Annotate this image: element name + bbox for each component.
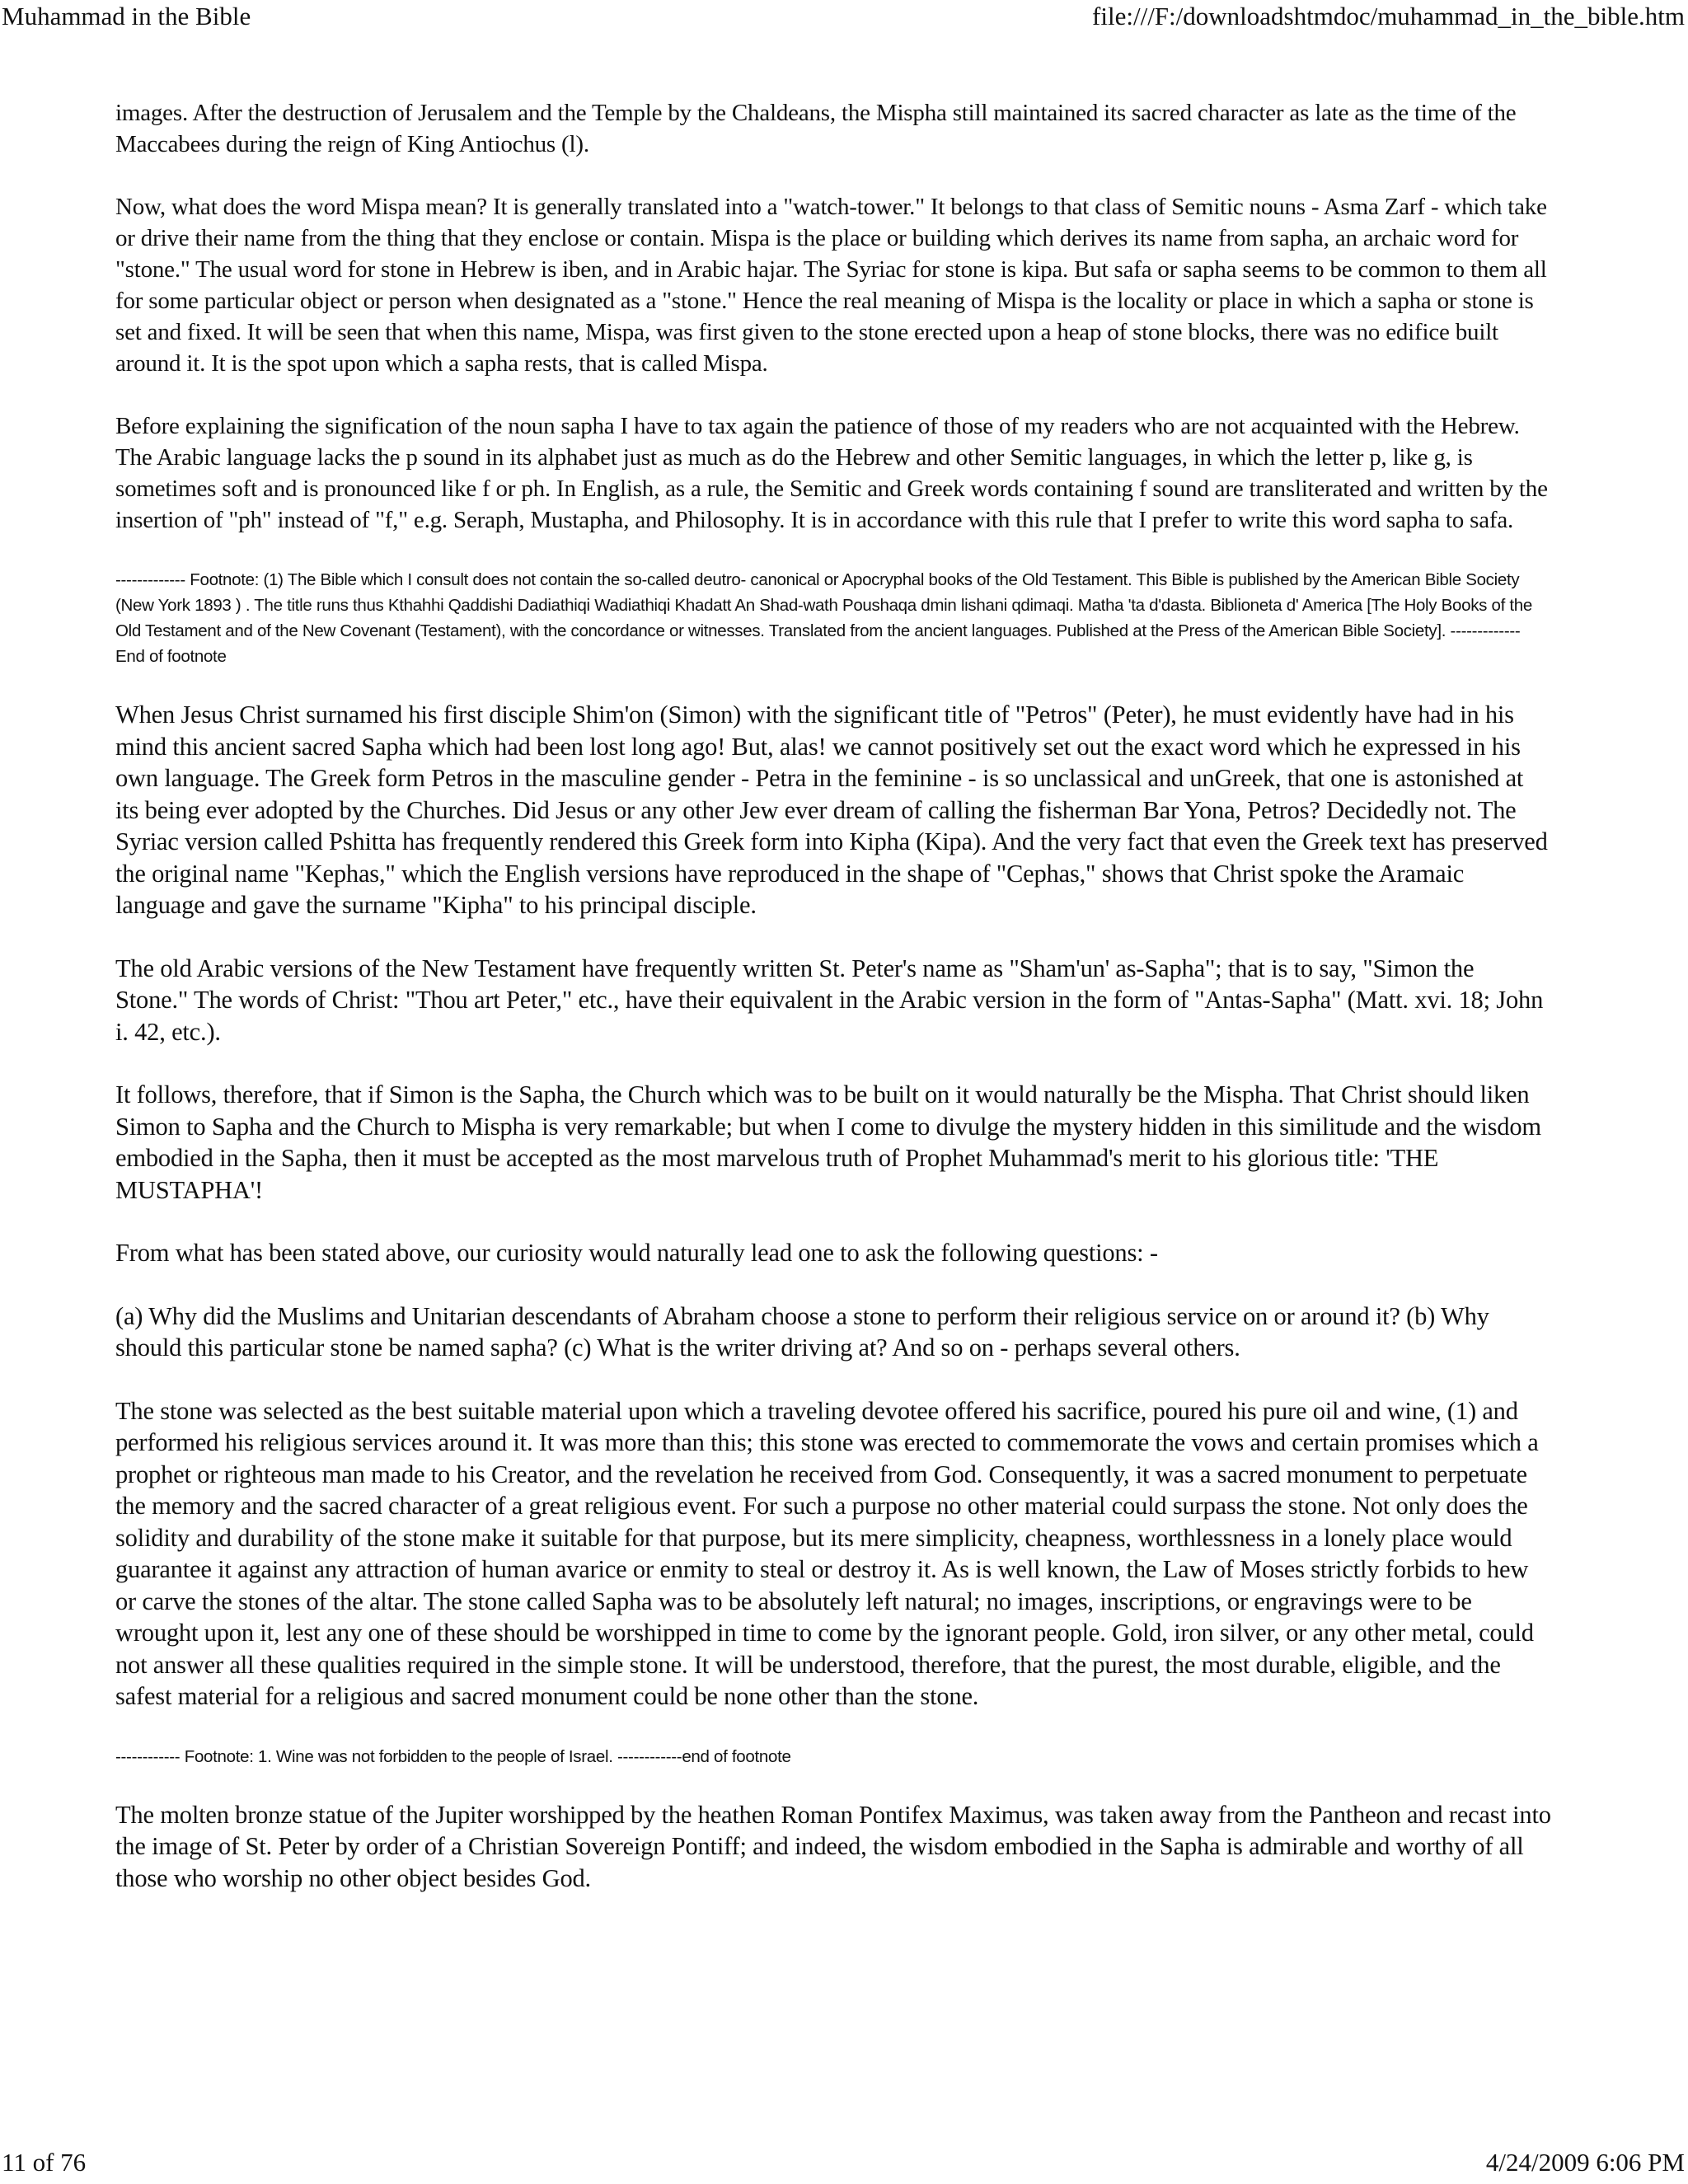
footnote: ------------ Footnote: 1. Wine was not forbidden to the people of Israel. ------------end of footnote — [115, 1746, 791, 1766]
paragraph: Now, what does the word Mispa mean? It is generally translated into a "watch-tower." It belongs to that class of Semitic nouns - Asma Zarf - which take or drive their name from the thing that they enclose or contain. Mispa is the place or building which derives its name from sapha, an archaic word for "stone." The usual word for stone in Hebrew is iben, and in Arabic hajar. The Syriac for stone is kipa. But safa or sapha seems to be common to them all for some particular object or person when designated as a "stone." Hence the real meaning of Mispa is the locality or place in which a sapha or stone is set and fixed. It will be seen that when this name, Mispa, was first given to the stone erected upon a heap of stone blocks, there was no edifice built around it. It is the spot upon which a sapha rests, that is called Mispa. — [115, 194, 1547, 377]
print-header — [0, 0, 1688, 41]
document-url: file:///F:/downloadshtmdoc/muhammad_in_the_bible.htm — [1092, 2, 1685, 30]
footnote: ------------- Footnote: (1) The Bible which I consult does not contain the so-called deutro- canonical or Apocryphal books of the Old Testament. This Bible is published by the American Bible Society (New York 1893 ) . The title runs thus Kthahhi Qaddishi Dadiathiqi Wadiathiqi Khadatt An Shad-wath Poushaqa dmin lishani qdimaqi. Matha 'ta d'dasta. Biblioneta d' America [The Holy Books of the Old Testament and of the New Covenant (Testament), with the concordance or witnesses. Translated from the ancient languages. Published at the Press of the American Bible Society]. ------------- End of footnote — [115, 570, 1533, 666]
print-datetime: 4/24/2009 6:06 PM — [1485, 2148, 1685, 2177]
paragraph: The old Arabic versions of the New Testament have frequently written St. Peter's name as "Sham'un' as-Sapha"; that is to say, "Simon the Stone." The words of Christ: "Thou art Peter," etc., have their equivalent in the Arabic version in the form of "Antas-Sapha" (Matt. xvi. 18; John i. 42, etc.). — [115, 954, 1544, 1046]
paragraph: When Jesus Christ surnamed his first disciple Shim'on (Simon) with the significant title of "Petros" (Peter), he must evidently have had in his mind this ancient sacred Sapha which had been lost long ago! But, alas! we cannot positively set out the exact word which he expressed in his own language. The Greek form Petros in the masculine gender - Petra in the feminine - is so unclassical and unGreek, that one is astonished at its being ever adopted by the Churches. Did Jesus or any other Jew ever dream of calling the fisherman Bar Yona, Petros? Decidedly not. The Syriac version called Pshitta has frequently rendered this Greek form into Kipha (Kipa). And the very fact that even the Greek text has preserved the original name "Kephas," which the English versions have reproduced in the shape of "Cephas," shows that Christ spoke the Aramaic language and gave the surname "Kipha" to his principal disciple. — [115, 701, 1548, 919]
paragraph: images. After the destruction of Jerusalem and the Temple by the Chaldeans, the Mispha still maintained its sacred character as late as the time of the Maccabees during the reign of King Antiochus (l). — [115, 100, 1517, 157]
paragraph: (a) Why did the Muslims and Unitarian descendants of Abraham choose a stone to perform their religious service on or around it? (b) Why should this particular stone be named sapha? (c) What is the writer driving at? And so on - perhaps several others. — [115, 1301, 1489, 1361]
paragraph: The molten bronze statue of the Jupiter worshipped by the heathen Roman Pontifex Maximus, was taken away from the Pantheon and recast into the image of St. Peter by order of a Christian Sovereign Pontiff; and indeed, the wisdom embodied in the Sapha is admirable and worthy of all those who worship no other object besides God. — [115, 1800, 1551, 1892]
paragraph: The stone was selected as the best suitable material upon which a traveling devotee offered his sacrifice, poured his pure oil and wine, (1) and performed his religious services around it. It was more than this; this stone was erected to commemorate the vows and certain promises which a prophet or righteous man made to his Creator, and the revelation he received from God. Consequently, it was a sacred monument to perpetuate the memory and the sacred character of a great religious event. For such a purpose no other material could surpass the stone. Not only does the solidity and durability of the stone make it suitable for that purpose, but its mere simplicity, cheapness, worthlessness in a lonely place would guarantee it against any attraction of human avarice or enmity to steal or destroy it. As is well known, the Law of Moses strictly forbids to hew or carve the stones of the altar. The stone called Sapha was to be absolutely left natural; no images, inscriptions, or engravings were to be wrought upon it, lest any one of these should be worshipped in time to come by the ignorant people. Gold, iron silver, or any other metal, could not answer all these qualities required in the simple stone. It will be understood, therefore, that the purest, the most durable, eligible, and the safest material for a religious and sacred monument could be none other than the stone. — [115, 1396, 1539, 1710]
page-content — [115, 97, 1551, 1925]
paragraph: It follows, therefore, that if Simon is the Sapha, the Church which was to be built on it would naturally be the Mispha. That Christ should liken Simon to Sapha and the Church to Mispha is very remarkable; but when I come to divulge the mystery hidden in this similitude and the wisdom embodied in the Sapha, then it must be accepted as the most marvelous truth of Prophet Muhammad's merit to his glorious title: 'THE MUSTAPHA'! — [115, 1080, 1541, 1204]
document-title: Muhammad in the Bible — [2, 2, 251, 30]
paragraph: Before explaining the signification of the noun sapha I have to tax again the patience of those of my readers who are not acquainted with the Hebrew. The Arabic language lacks the p sound in its alphabet just as much as do the Hebrew and other Semitic languages, in which the letter p, like g, is sometimes soft and is pronounced like f or ph. In English, as a rule, the Semitic and Greek words containing f sound are transliterated and written by the insertion of "ph" instead of "f," e.g. Seraph, Mustapha, and Philosophy. It is in accordance with this rule that I prefer to write this word sapha to safa. — [115, 413, 1548, 533]
page-number: 11 of 76 — [2, 2148, 87, 2177]
print-footer — [0, 2146, 1688, 2184]
paragraph: From what has been stated above, our curiosity would naturally lead one to ask the following questions: - — [115, 1239, 1158, 1267]
